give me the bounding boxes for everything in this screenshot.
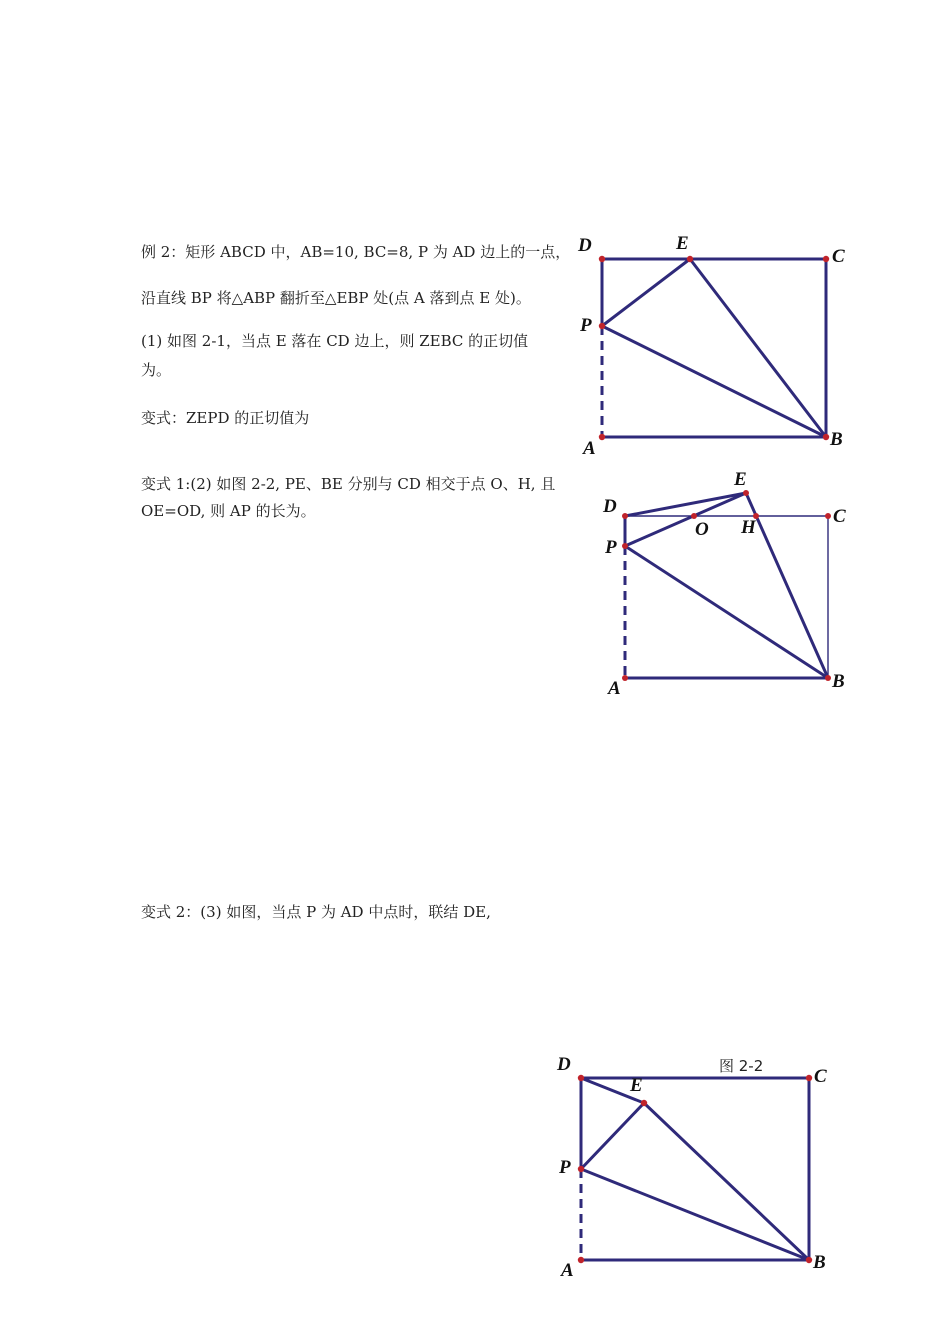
label-D: D <box>557 1054 571 1075</box>
label-D: D <box>603 496 617 517</box>
label-O: O <box>695 519 709 540</box>
label-C: C <box>814 1066 827 1087</box>
label-P: P <box>605 537 617 558</box>
label-A: A <box>608 678 621 699</box>
label-P: P <box>559 1157 571 1178</box>
label-E: E <box>630 1075 643 1096</box>
point-E <box>641 1100 647 1106</box>
label-E: E <box>676 233 689 254</box>
label-B: B <box>813 1252 826 1273</box>
label-A: A <box>583 438 596 459</box>
question-1-line-1: (1) 如图 2-1，当点 E 落在 CD 边上，则 ZEBC 的正切值 <box>141 332 529 350</box>
point-C <box>806 1075 812 1081</box>
label-B: B <box>832 671 845 692</box>
variant-2-line: 变式 2：(3) 如图，当点 P 为 AD 中点时，联结 DE, <box>141 903 491 921</box>
point-B <box>806 1257 812 1263</box>
label-E: E <box>734 469 747 490</box>
point-P <box>578 1166 584 1172</box>
point-A <box>578 1257 584 1263</box>
label-H: H <box>741 517 756 538</box>
edge-PE <box>581 1103 644 1169</box>
variant-1-line-2: OE=OD, 则 AP 的长为。 <box>141 502 316 520</box>
label-B: B <box>830 429 843 450</box>
figure-caption: 图 2-2 <box>719 1057 764 1075</box>
point-D <box>578 1075 584 1081</box>
label-C: C <box>833 506 846 527</box>
question-1-line-2: 为。 <box>141 361 172 379</box>
edge-PB <box>581 1169 809 1260</box>
example-intro-line-2: 沿直线 BP 将△ABP 翻折至△EBP 处(点 A 落到点 E 处)。 <box>141 289 531 307</box>
label-D: D <box>578 235 592 256</box>
label-P: P <box>580 315 592 336</box>
variant-line: 变式：ZEPD 的正切值为 <box>141 409 310 427</box>
label-C: C <box>832 246 845 267</box>
label-A: A <box>561 1260 574 1281</box>
example-intro-line-1: 例 2：矩形 ABCD 中，AB=10, BC=8, P 为 AD 边上的一点， <box>141 243 571 261</box>
variant-1-line-1: 变式 1:(2) 如图 2-2, PE、BE 分别与 CD 相交于点 O、H, 且 <box>141 475 556 493</box>
edge-EB <box>644 1103 809 1260</box>
